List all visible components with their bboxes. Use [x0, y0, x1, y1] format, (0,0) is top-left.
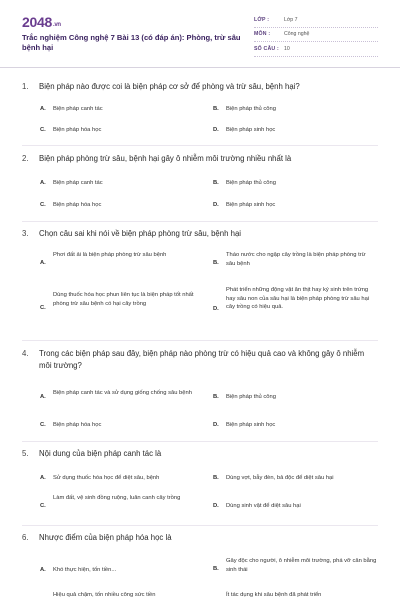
header-divider: [0, 67, 400, 68]
option-letter: B.: [213, 260, 219, 266]
option-letter: B.: [213, 180, 219, 186]
meta-row-class: [254, 13, 378, 28]
option-text: Dùng thuốc hóa học phun liên tục là biện pháp tốt nhất phòng trừ sâu bệnh có hại cây trồng: [53, 292, 194, 307]
option-text: Biện pháp hóa học: [53, 127, 102, 133]
option-letter: C.: [40, 422, 46, 428]
page-title: Trắc nghiệm Công nghệ 7 Bài 13 (có đáp án): Phòng, trừ sâu bệnh hại: [22, 33, 241, 52]
option-text: Phơi đất ải là biện pháp phòng trừ sâu bệnh: [53, 252, 167, 258]
option-text: Khó thực hiện, tốn tiền...: [53, 567, 117, 573]
option-text: Dùng sinh vật để diệt sâu hại: [226, 503, 301, 509]
option-letter: A.: [40, 567, 46, 573]
option-letter: D.: [213, 127, 219, 133]
option-text: Biện pháp hóa học: [53, 422, 102, 428]
meta-row-subject: [254, 28, 378, 43]
question-number: 5.: [22, 449, 29, 458]
option-letter: C.: [40, 305, 46, 311]
option-text: Ít tác dụng khi sâu bệnh đã phát triển: [226, 592, 322, 598]
question-text: Trong các biện pháp sau đây, biện pháp nào phòng trừ có hiệu quả cao và không gây ô nhiễm môi trường?: [39, 349, 365, 370]
option-letter: C.: [40, 202, 46, 208]
meta-value: 10: [284, 45, 290, 52]
page-header: [0, 0, 400, 64]
site-logo[interactable]: [22, 14, 61, 30]
question-text: Chọn câu sai khi nói về biện pháp phòng trừ sâu, bệnh hại: [39, 229, 242, 238]
option-text: Biện pháp canh tác: [53, 106, 103, 112]
option-letter: A.: [40, 260, 46, 266]
option-text: Sử dụng thuốc hóa học để diệt sâu, bệnh: [53, 475, 160, 481]
option-letter: A.: [40, 106, 46, 112]
option-letter: C.: [40, 127, 46, 133]
question-text: Nhược điểm của biện pháp hóa học là: [39, 533, 172, 542]
option-letter: D.: [213, 306, 219, 312]
question-number: 6.: [22, 533, 29, 542]
option-text: Biện pháp sinh học: [226, 127, 276, 133]
option-letter: B.: [213, 475, 219, 481]
question-separator: [22, 221, 378, 222]
question-separator: [22, 145, 378, 146]
option-text: Biện pháp sinh học: [226, 422, 276, 428]
meta-value: Lớp 7: [284, 16, 298, 23]
question-text: Nội dung của biện pháp canh tác là: [39, 449, 162, 458]
meta-value: Công nghệ: [284, 31, 310, 37]
question-separator: [22, 340, 378, 341]
option-text: Tháo nước cho ngập cây trồng là biện pháp phòng trừ sâu bệnh: [226, 252, 366, 267]
question-separator: [22, 525, 378, 526]
option-text: Gây độc cho người, ô nhiễm môi trường, phá vỡ cân bằng sinh thái: [226, 558, 377, 573]
option-letter: D.: [213, 422, 219, 428]
option-letter: B.: [213, 394, 219, 400]
question-number: 4.: [22, 349, 29, 358]
logo-suffix: .vn: [52, 22, 61, 28]
option-letter: D.: [213, 202, 219, 208]
option-letter: D.: [213, 503, 219, 509]
meta-key: MÔN :: [254, 31, 271, 37]
option-letter: A.: [40, 180, 46, 186]
question-title: [22, 532, 378, 544]
question-text: Biện pháp nào được coi là biện pháp cơ sở để phòng và trừ sâu, bệnh hại?: [39, 82, 300, 91]
option-text: Biện pháp sinh học: [226, 202, 276, 208]
option-text: Biện pháp hóa học: [53, 202, 102, 208]
option-text: Biện pháp thủ công: [226, 394, 276, 400]
question-text: Biện pháp phòng trừ sâu, bệnh hại gây ô nhiễm môi trường nhiều nhất là: [39, 154, 292, 163]
question-title: [22, 81, 378, 93]
question-number: 2.: [22, 154, 29, 163]
meta-row-count: [254, 42, 378, 57]
option-letter: C.: [40, 503, 46, 509]
question-title: [22, 448, 378, 460]
option-text: Làm đất, vệ sinh đồng ruộng, luân canh cây trồng: [53, 495, 181, 501]
question-number: 3.: [22, 229, 29, 238]
option-text: Phát triển những động vật ăn thịt hay ký sinh trên trứng hay sâu non của sâu hại là biện pháp phòng trừ sâu hại cây trồng có hiệu quả.: [226, 287, 370, 311]
question-number: 1.: [22, 82, 29, 91]
question-title: [22, 153, 378, 165]
meta-key: LỚP :: [254, 16, 270, 23]
option-text: Biện pháp canh tác: [53, 180, 103, 186]
option-letter: B.: [213, 566, 219, 572]
option-text: Biện pháp thủ công: [226, 106, 276, 112]
option-letter: A.: [40, 475, 46, 481]
question-title: [22, 348, 378, 372]
option-text: Dùng vợt, bẫy đèn, bả độc để diệt sâu hại: [226, 475, 334, 481]
option-letter: B.: [213, 106, 219, 112]
question-title: [22, 228, 378, 240]
meta-key: SỐ CÂU :: [254, 45, 279, 52]
option-letter: A.: [40, 394, 46, 400]
question-separator: [22, 441, 378, 442]
option-text: Hiệu quả chậm, tốn nhiều công sức tiền: [53, 592, 156, 598]
logo-text: 2048: [22, 14, 52, 30]
option-text: Biện pháp canh tác và sử dụng giống chống sâu bệnh: [53, 390, 192, 396]
option-text: Biện pháp thủ công: [226, 180, 276, 186]
meta-info: [254, 13, 378, 57]
